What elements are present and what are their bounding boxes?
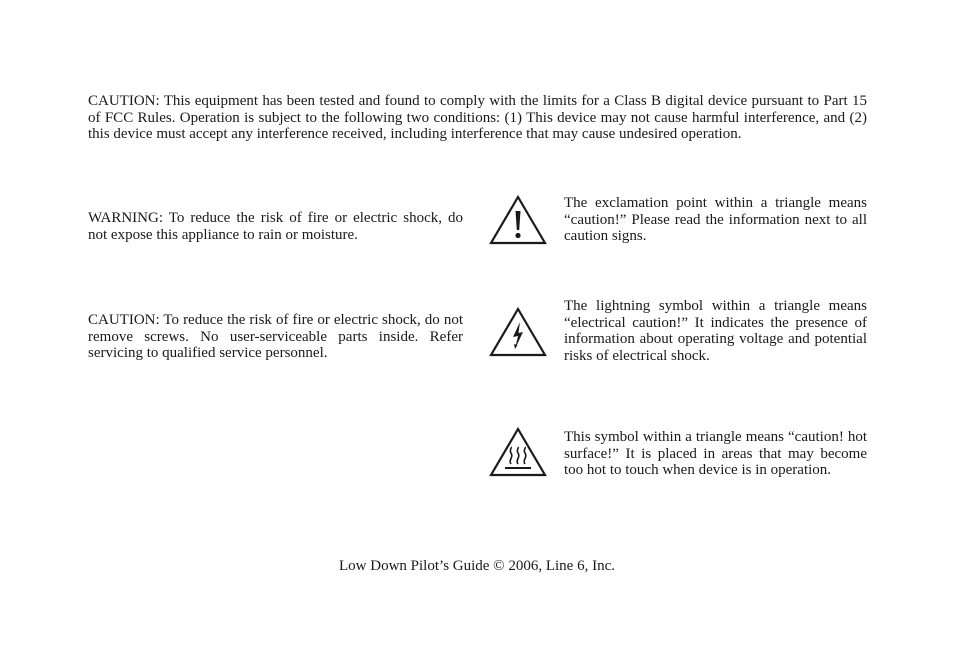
lightning-triangle-icon [489, 306, 547, 358]
fcc-caution-text: CAUTION: This equipment has been tested and found to comply with the limits for a Class B digital device pursuant to Part 15 of FCC Rules. Operation is subject to the following two conditions: (1) This device may not cause harmful interference, and (2) this device must accept any interference received, including interference that may cause undesired operation. [88, 93, 867, 142]
hot-surface-symbol-text: This symbol within a triangle means “caution! hot surface!” It is placed in areas that may become too hot to touch when device is in operation. [564, 429, 867, 478]
exclamation-symbol-text: The exclamation point within a triangle means “caution!” Please read the information next to all caution signs. [564, 195, 867, 244]
caution-screws-text: CAUTION: To reduce the risk of fire or electric shock, do not remove screws. No user-serviceable parts inside. Refer servicing to qualified service personnel. [88, 312, 463, 361]
exclamation-triangle-icon [489, 194, 547, 246]
lightning-symbol-text: The lightning symbol within a triangle means “electrical caution!” It indicates the presence of information about operating voltage and potential risks of electrical shock. [564, 298, 867, 364]
page-footer: Low Down Pilot’s Guide © 2006, Line 6, Inc. [339, 558, 615, 574]
warning-text: WARNING: To reduce the risk of fire or electric shock, do not expose this appliance to rain or moisture. [88, 210, 463, 243]
hot-surface-triangle-icon [489, 426, 547, 478]
